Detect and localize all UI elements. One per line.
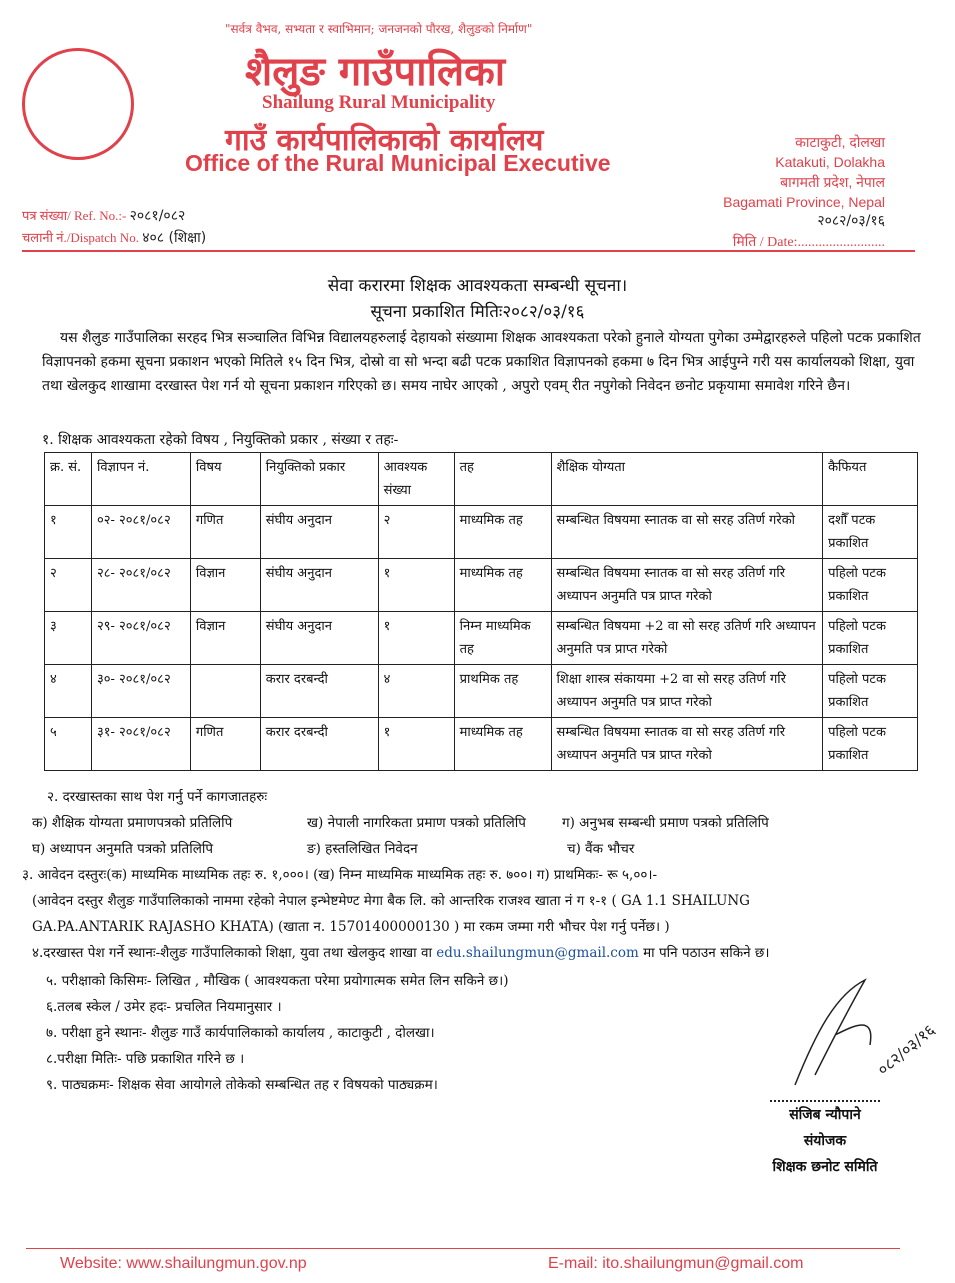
cell-required-number: १ <box>378 718 454 771</box>
notice-published-date: सूचना प्रकाशित मितिः२०८२/०३/१६ <box>370 302 585 322</box>
footer-website: Website: www.shailungmun.gov.np <box>60 1255 307 1272</box>
ref-label: पत्र संख्या/ Ref. No.:- <box>22 208 127 223</box>
signatory <box>740 1100 910 1180</box>
fee-line: ३. आवेदन दस्तुरः(क) माध्यमिक माध्यमिक तहः रु. १,०००। (ख) निम्न माध्यमिक माध्यमिक तहः रु. ७००। ग) प्राथमिकः- रू ५,००।- <box>22 867 658 883</box>
cell-subject: विज्ञान <box>190 612 260 665</box>
cell-qualification: सम्बन्धित विषयमा स्नातक वा सो सरह उतिर्ण गरि अध्यापन अनुमति पत्र प्राप्त गरेको <box>551 559 823 612</box>
cell-ad-number: ३०- २०८१/०८२ <box>91 665 190 718</box>
cell-serial: ५ <box>45 718 92 771</box>
address-line: Bagamati Province, Nepal <box>723 194 885 210</box>
cell-remarks: दशौँ पटक प्रकाशित <box>823 506 918 559</box>
submit-location: ४.दरखास्त पेश गर्ने स्थानः-शैलुङ गाउँपालिकाको शिक्षा, युवा तथा खेलकुद शाखा वा <box>32 945 437 961</box>
point: ६.तलब स्केल / उमेर हदः- प्रचलित नियमानुसार । <box>46 999 282 1015</box>
cell-appointment-type: संघीय अनुदान <box>260 612 378 665</box>
footer-divider <box>26 1248 900 1249</box>
cell-subject: गणित <box>190 506 260 559</box>
cell-ad-number: २९- २०८१/०८२ <box>91 612 190 665</box>
cell-required-number: १ <box>378 559 454 612</box>
signatory-role: संयोजक <box>803 1133 847 1149</box>
signatory-name: संजिब न्यौपाने <box>789 1107 861 1123</box>
section-1-title: १. शिक्षक आवश्यकता रहेको विषय , नियुक्तिको प्रकार , संख्या र तहः- <box>42 432 399 448</box>
vacancy-table <box>44 452 918 771</box>
point: ५. परीक्षाको किसिमः- लिखित , मौखिक ( आवश्यकता परेमा प्रयोगात्मक समेत लिन सकिने छ।) <box>46 973 509 989</box>
office-name-np: गाउँ कार्यपालिकाको कार्यालय <box>225 123 544 158</box>
cell-qualification: सम्बन्धित विषयमा +2 वा सो सरह उतिर्ण गरि अध्यापन अनुमति पत्र प्राप्त गरेको <box>551 612 823 665</box>
notice-body: यस शैलुङ गाउँपालिका सरहद भित्र सञ्चालित विभिन्न विद्यालयहरुलाई देहायको संख्यामा शिक्षक आवश्यकता परेको हुनाले योग्यता पुगेका उम्मेद्वारहरुले पहिलो पटक प्रकाशित विज्ञापनको हकमा सूचना प्रकाशन भएको मितिले १५ दिन भित्र, दोस्रो वा सो भन्दा बढी पटक प्रकाशित विज्ञापनको हकमा ७ दिन भित्र आईपुग्ने गरी यस कार्यालयको शिक्षा, युवा तथा खेलकुद शाखामा दरखास्त पेश गर्न यो सूचना प्रकाशन गरिएको छ। समय नाघेर आएको , अपुरो एवम् रीत नपुगेको निवेदन छनोट प्रकृयामा समावेश गरिने छैन। <box>42 330 921 394</box>
cell-remarks: पहिलो पटक प्रकाशित <box>823 559 918 612</box>
table-row <box>45 718 918 771</box>
cell-subject: विज्ञान <box>190 559 260 612</box>
col-ad-number: विज्ञापन नं. <box>91 453 190 506</box>
signature-icon <box>775 975 945 1095</box>
table-row <box>45 612 918 665</box>
signatory-committee: शिक्षक छनोट समिति <box>772 1159 878 1175</box>
cell-ad-number: २८- २०८१/०८२ <box>91 559 190 612</box>
header-divider <box>22 250 915 252</box>
document-item: ग) अनुभब सम्बन्धी प्रमाण पत्रको प्रतिलिपि <box>562 815 769 831</box>
cell-appointment-type: संघीय अनुदान <box>260 506 378 559</box>
col-appointment-type: नियुक्तिको प्रकार <box>260 453 378 506</box>
fee-line: (आवेदन दस्तुर शैलुङ गाउँपालिकाको नाममा रहेको नेपाल इन्भेष्टमेण्ट मेगा बैक लि. को आन्तरिक राजश्व खाता नं ग १-१ ( GA 1.1 SHAILUNG <box>32 893 750 909</box>
point: ७. परीक्षा हुने स्थानः- शैलुङ गाउँ कार्यपालिकाको कार्यालय , काटाकुटी , दोलखा। <box>46 1025 435 1041</box>
cell-level: माध्यमिक तह <box>454 718 551 771</box>
address-line: काटाकुटी, दोलखा <box>795 134 885 150</box>
address <box>723 132 885 212</box>
footer-email: E-mail: ito.shailungmun@gmail.com <box>548 1255 804 1272</box>
point: ८.परीक्षा मितिः- पछि प्रकाशित गरिने छ । <box>46 1051 245 1067</box>
dispatch-label: चलानी नं./Dispatch No. <box>22 230 139 245</box>
cell-level: माध्यमिक तह <box>454 506 551 559</box>
cell-serial: १ <box>45 506 92 559</box>
dispatch-value: ४०८ (शिक्षा) <box>142 230 207 246</box>
point: ९. पाठ्यक्रमः- शिक्षक सेवा आयोगले तोकेको सम्बन्धित तह र विषयको पाठ्यक्रम। <box>46 1077 438 1093</box>
address-line: Katakuti, Dolakha <box>775 154 885 170</box>
cell-qualification: शिक्षा शास्त्र संकायमा +2 वा सो सरह उतिर्ण गरि अध्यापन अनुमति पत्र प्राप्त गरेको <box>551 665 823 718</box>
col-required-number: आवश्यक संख्या <box>378 453 454 506</box>
cell-remarks: पहिलो पटक प्रकाशित <box>823 665 918 718</box>
col-serial: क्र. सं. <box>45 453 92 506</box>
municipality-name-en: Shailung Rural Municipality <box>262 92 496 113</box>
edu-email-link[interactable]: edu.shailungmun@gmail.com <box>436 945 639 961</box>
document-item: घ) अध्यापन अनुमति पत्रको प्रतिलिपि <box>32 841 214 857</box>
cell-qualification: सम्बन्धित विषयमा स्नातक वा सो सरह उतिर्ण गरेको <box>551 506 823 559</box>
date-block <box>733 210 885 254</box>
documents-title: २. दरखास्तका साथ पेश गर्नु पर्ने कागजातहरुः <box>47 789 268 805</box>
cell-serial: ३ <box>45 612 92 665</box>
cell-required-number: १ <box>378 612 454 665</box>
cell-subject <box>190 665 260 718</box>
municipality-name-np: शैलुङ गाउँपालिका <box>245 49 506 95</box>
cell-required-number: २ <box>378 506 454 559</box>
reference-block <box>22 205 206 249</box>
cell-required-number: ४ <box>378 665 454 718</box>
cell-level: माध्यमिक तह <box>454 559 551 612</box>
cell-qualification: सम्बन्धित विषयमा स्नातक वा सो सरह उतिर्ण गरि अध्यापन अनुमति पत्र प्राप्त गरेको <box>551 718 823 771</box>
cell-appointment-type: संघीय अनुदान <box>260 559 378 612</box>
cell-appointment-type: करार दरबन्दी <box>260 665 378 718</box>
address-line: बागमती प्रदेश, नेपाल <box>780 174 885 190</box>
notice-title: सेवा करारमा शिक्षक आवश्यकता सम्बन्धी सूचना। <box>327 276 628 296</box>
col-subject: विषय <box>190 453 260 506</box>
cell-level: निम्न माध्यमिक तह <box>454 612 551 665</box>
cell-level: प्राथमिक तह <box>454 665 551 718</box>
cell-ad-number: ०२- २०८१/०८२ <box>91 506 190 559</box>
document-item: ङ) हस्तलिखित निवेदन <box>307 841 418 857</box>
col-level: तह <box>454 453 551 506</box>
cell-appointment-type: करार दरबन्दी <box>260 718 378 771</box>
document-item: च) वैंक भौचर <box>567 841 635 857</box>
cell-serial: २ <box>45 559 92 612</box>
table-row <box>45 559 918 612</box>
cell-remarks: पहिलो पटक प्रकाशित <box>823 612 918 665</box>
cell-subject: गणित <box>190 718 260 771</box>
fee-line: GA.PA.ANTARIK RAJASHO KHATA) (खाता न. 15701400000130 ) मा रकम जम्मा गरी भौचर पेश गर्नु पर्नेछ। ) <box>32 919 670 935</box>
cell-ad-number: ३१- २०८१/०८२ <box>91 718 190 771</box>
col-remarks: कैफियत <box>823 453 918 506</box>
ref-value: २०८१/०८२ <box>129 208 186 224</box>
municipality-emblem <box>22 48 134 160</box>
submit-suffix: मा पनि पठाउन सकिने छ। <box>638 945 770 961</box>
document-item: ख) नेपाली नागरिकता प्रमाण पत्रको प्रतिलिपि <box>307 815 526 831</box>
table-row <box>45 506 918 559</box>
document-item: क) शैक्षिक योग्यता प्रमाणपत्रको प्रतिलिपि <box>32 815 233 831</box>
cell-remarks: पहिलो पटक प्रकाशित <box>823 718 918 771</box>
col-qualification: शैक्षिक योग्यता <box>551 453 823 506</box>
date-value: २०८२/०३/१६ <box>817 213 885 229</box>
motto: "सर्वत्र वैभव, सभ्यता र स्वाभिमान; जनजनको पौरख, शैलुङको निर्माण" <box>225 22 533 36</box>
table-row <box>45 665 918 718</box>
office-name-en: Office of the Rural Municipal Executive <box>185 150 611 176</box>
signature-date: ०८२/०३/१६ <box>873 1020 939 1080</box>
table-header-row <box>45 453 918 506</box>
date-label: मिति / Date:......................... <box>732 235 885 250</box>
cell-serial: ४ <box>45 665 92 718</box>
documents-section <box>22 784 922 966</box>
